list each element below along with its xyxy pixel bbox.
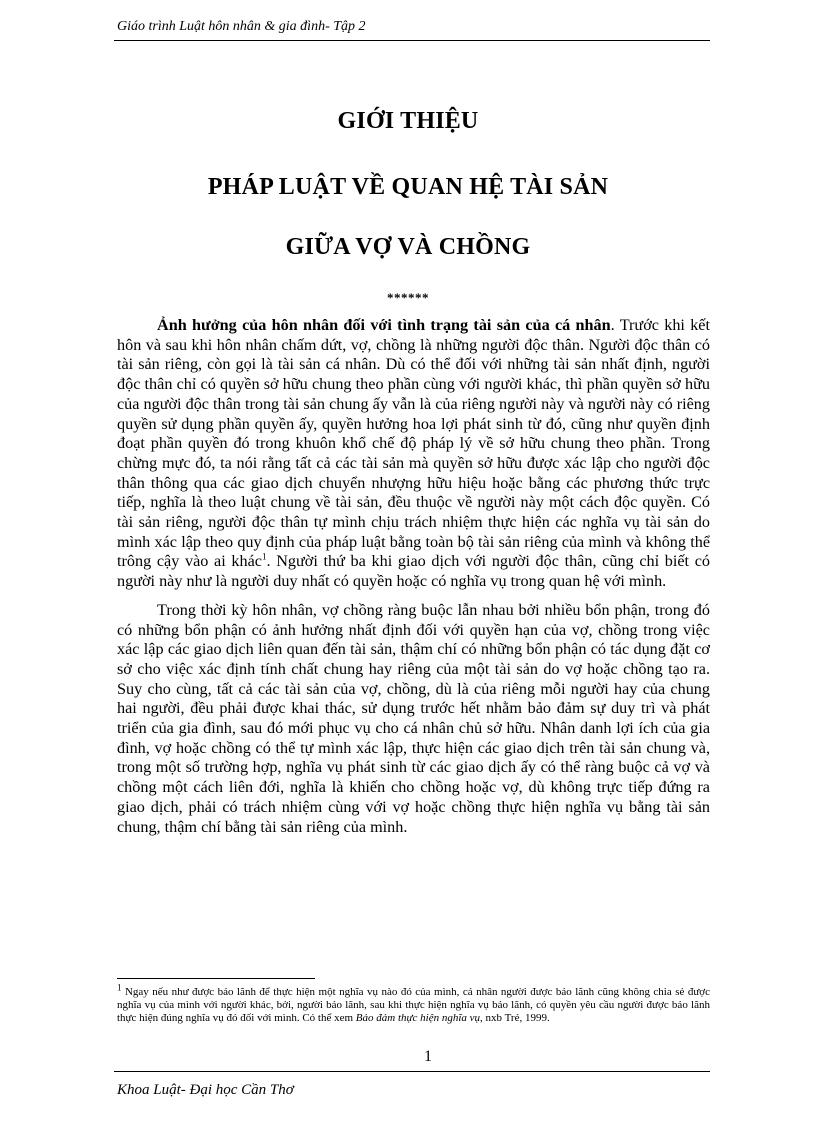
running-header: Giáo trình Luật hôn nhân & gia đình- Tập 2 <box>117 19 366 34</box>
footnote-text: Ngay nếu như được bảo lãnh để thực hiện một nghĩa vụ nào đó của mình, cá nhân người được bảo lãnh cũng không chia sẻ được nghĩa vụ của mình với người khác, bởi, người bảo lãnh, sau khi thực hiện nghĩa vụ bảo lãnh, có quyền yêu cầu người được bảo lãnh thực hiện đúng nghĩa vụ đó đối với mình. Có thể xem <box>117 986 710 1025</box>
body-text <box>117 316 710 846</box>
footnote-reference[interactable]: 1 <box>261 552 267 563</box>
running-footer: Khoa Luật- Đại học Cần Thơ <box>117 1082 294 1098</box>
paragraph-1-text: . Trước khi kết hôn và sau khi hôn nhân chấm dứt, vợ, chồng là những người độc thân. Người độc thân có tài sản riêng, còn gọi là tài sản cá nhân. Dù có thể đối với những tài sản nhất định, người độc thân chỉ có quyền sở hữu chung theo phần cùng với người khác, thì phần quyền sở hữu của người độc thân trong tài sản chung ấy vẫn là của riêng người này và người này có riêng quyền sử dụng phần quyền ấy, quyền hưởng hoa lợi phát sinh từ đó, cũng như quyền định đoạt phần quyền đó trong khuôn khổ chế độ pháp lý về sở hữu chung theo phần. Trong chừng mực đó, ta nói rằng tất cả các tài sản mà quyền sở hữu được xác lập cho người độc thân thông qua các giao dịch chuyển nhượng hữu hiệu hoặc bằng các phương thức trực tiếp, nghĩa là theo luật chung về tài sản, đều thuộc về người này một cách độc quyền. Có tài sản riêng, người độc thân tự mình chịu trách nhiệm thực hiện các nghĩa vụ tài sản do mình xác lập theo quy định của pháp luật bằng toàn bộ tài sản riêng của mình và không thể trông cậy vào ai khác <box>117 316 710 571</box>
title-line-1: GIỚI THIỆU <box>337 108 479 134</box>
section-separator: ****** <box>387 290 429 305</box>
paragraph-1 <box>117 316 710 592</box>
footer-rule <box>114 1071 710 1072</box>
footnote-mark: 1 <box>117 982 122 993</box>
paragraph-2: Trong thời kỳ hôn nhân, vợ chồng ràng buộc lẫn nhau bởi nhiều bổn phận, trong đó có những bổn phận có ảnh hưởng nhất định đối với quyền hạn của vợ, chồng trong việc xác lập các giao dịch liên quan đến tài sản, thậm chí có những bổn phận có tác dụng đặt cơ sở cho việc xác định tính chất chung hay riêng của một tài sản do vợ hoặc chồng tạo ra. Suy cho cùng, tất cả các tài sản của vợ, chồng, dù là của riêng mỗi người hay của chung hai người, đều phải được khai thác, sử dụng trước hết nhằm bảo đảm sự duy trì và phát triển của gia đình, sau đó mới phục vụ cho cá nhân chủ sở hữu. Nhân danh lợi ích của gia đình, vợ hoặc chồng có thể tự mình xác lập, thực hiện các giao dịch trên tài sản chung và, trong một số trường hợp, nghĩa vụ phát sinh từ các giao dịch ấy có thể ràng buộc cả vợ và chồng một cách liên đới, nghĩa là khiến cho chồng hoặc vợ, dù không trực tiếp đứng ra giao dịch, phải có trách nhiệm cùng với vợ hoặc chồng thực hiện nghĩa vụ bằng tài sản chung, thậm chí bằng tài sản riêng của mình. <box>117 600 710 836</box>
title-line-3: GIỮA VỢ VÀ CHỒNG <box>285 234 531 260</box>
paragraph-1-end: . Người thứ ba khi giao dịch với người độc thân, cũng chỉ biết có người này như là người duy nhất có quyền hoặc có nghĩa vụ trong quan hệ với mình. <box>117 552 711 591</box>
footnote <box>117 982 710 1026</box>
footnote-rule <box>117 978 315 979</box>
title-line-2: PHÁP LUẬT VỀ QUAN HỆ TÀI SẢN <box>207 174 609 200</box>
page-number: 1 <box>424 1048 432 1065</box>
footnote-end: , nxb Trẻ, 1999. <box>480 1012 550 1025</box>
paragraph-lead: Ảnh hưởng của hôn nhân đối với tình trạng tài sản của cá nhân <box>157 316 611 334</box>
header-rule <box>114 40 710 41</box>
footnote-book-title: Bảo đảm thực hiện nghĩa vụ <box>355 1012 481 1025</box>
